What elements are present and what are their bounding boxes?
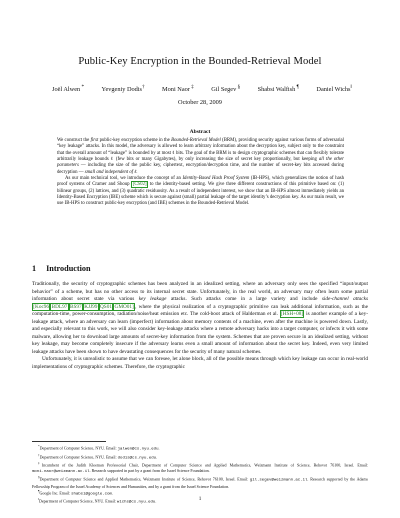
author-list [52,84,352,93]
body-paragraph: Traditionally, the security of cryptographic schemes has been analyzed in an idealized setting, where an adversary only sees the specified “input/output behavior” of a scheme, but has no other access to its internal secret state. Unfortunately, in the real world, an adversary may often learn some partial information about secret state via various key leakage attacks. Such attacks come in a large variety and include side-channel attacks [Koc96 BDL97 BS97 KJJ99 QS01 GMO01], where the physical realization of a cryptographic primitive can leak additional information, such as the computation-time, power-consumption, radiation/noise/heat emission etc. The cold-boot attack of Halderman et al. [HSH+08] is another example of a key-leakage attack, where an adversary can learn (imperfect) information about memory contents of a machine, even after the machine is powered down. Lastly, and especially relevant to this work, we will also consider key-leakage attacks where a remote adversary hacks into a target computer, or infects it with some malware, allowing her to download large amounts of secret-key information from the system. Schemes that are proven secure in an idealized setting, without key leakage, may become completely insecure if the adversary learns even a small amount of information about the secret key. Indeed, even very limited leakage attacks have been shown to have devastating consequences for the security of many natural schemes. [32,281,368,355]
citation-link[interactable]: [CS02] [132,182,147,188]
email-link[interactable]: dodis@cs.nyu.edu [117,455,157,460]
section-heading: 1 Introduction [32,264,91,273]
citation-link[interactable]: QS01 [99,303,112,310]
body-paragraph: Unfortunately, it is unrealistic to assume that we can foresee, let alone block, all of the possible means through which key leakage can occur in real-world implementations of cryptographic schemes. Therefore, the cryptographic [32,356,368,371]
email-link[interactable]: wichs@cs.nyu.edu [116,500,156,505]
citation-link[interactable]: BS97 [69,303,82,310]
citation-link[interactable]: [HSH+08] [280,311,304,318]
citation-link[interactable]: [Koc96 [33,303,50,310]
citation-link[interactable]: GMO01] [114,303,134,310]
author: Daniel Wichs‖ [316,84,352,94]
abstract-body [57,138,344,208]
citation-link[interactable]: BDL97 [51,303,68,310]
author: Moni Naor ‡ [162,84,194,94]
abstract-paragraph: As our main technical tool, we introduce the concept of an Identity-Based Hash Proof System (IB-HPS), which generalizes the notion of hash proof systems of Cramer and Shoup [CS02] to the identity-based setting. We give three different constructions of this primitive based on: (1) bilinear groups, (2) lattices, and (3) quadratic residuosity. As a result of independent interest, we show that an IB-HPS almost immediately yields an Identity-Based Encryption (IBE) scheme which is secure against (small) partial leakage of the target identity’s decryption key. As our main result, we use IB-HPS to construct public-key encryption (and IBE) schemes in the Bounded-Retrieval Model. [57,176,344,207]
email-link[interactable]: shabsi@google.com [71,492,112,497]
footnote: ¶Google Inc. Email: shabsi@google.com. [38,488,113,497]
paper-date: October 28, 2009 [178,99,222,106]
footnote: †Department of Computer Science, NYU. Email: dodis@cs.nyu.edu. [38,452,158,460]
footnote: ‡Incumbent of the Judith Kleeman Professorial Chair, Department of Computer Science and Applied Mathematics, Weizmann Institute of Science, Rehovot 76100, Israel. Email: moni.naor@weizmann.ac.il. Research supported in part by a grant from the Israel Science Foundation. [32,461,368,474]
author: Yevgeniy Dodis† [101,84,145,94]
author: Joël Alwen * [52,84,85,94]
introduction-body [32,281,368,372]
email-link[interactable]: moni.naor@weizmann.ac.il [32,469,90,474]
paper-title: Public-Key Encryption in the Bounded-Retrieval Model [78,56,322,67]
footnote: ‖Department of Computer Science, NYU. Email: wichs@cs.nyu.edu. [38,497,157,505]
citation-link[interactable]: KJJ99 [84,303,98,310]
abstract-heading: Abstract [189,129,211,135]
footnote-rule [32,441,106,442]
email-link[interactable]: jalwen@cs.nyu.edu [117,447,159,452]
email-link[interactable]: gil.segev@weizmann.ac.il [249,478,308,483]
abstract-paragraph: We construct the first public-key encryption scheme in the Bounded-Retrieval Model (BRM), providing security against various forms of adversarial “key leakage” attacks. In this model, the adversary is allowed to learn arbitrary information about the decryption key, subject only to the constraint that the overall amount of “leakage” is bounded by at most ℓ bits. The goal of the BRM is to design cryptographic schemes that can flexibly tolerate arbitrarily leakage bounds ℓ (few bits or many Gigabytes), by only increasing the size of secret key proportionally, but keeping all the other parameters — including the size of the public key, ciphertext, encryption/decryption time, and the number of secret-key bits accessed during decryption — small and independent of ℓ. [57,138,344,175]
footnote: §Department of Computer Science and Applied Mathematics, Weizmann Institute of Science, Rehovot 76100, Israel. Email: gil.segev@weizmann.ac.il. Research supported by the Adams Fellowship Program of the Israel Academy of Sciences and Humanities, and by a grant from the Israel Science Foundation. [32,474,368,489]
footnote: *Department of Computer Science, NYU. Email: jalwen@cs.nyu.edu. [38,444,160,452]
author: Gil Segev § [211,84,241,94]
page-number: 1 [198,496,202,502]
author: Shabsi Walfish ¶ [257,84,299,94]
